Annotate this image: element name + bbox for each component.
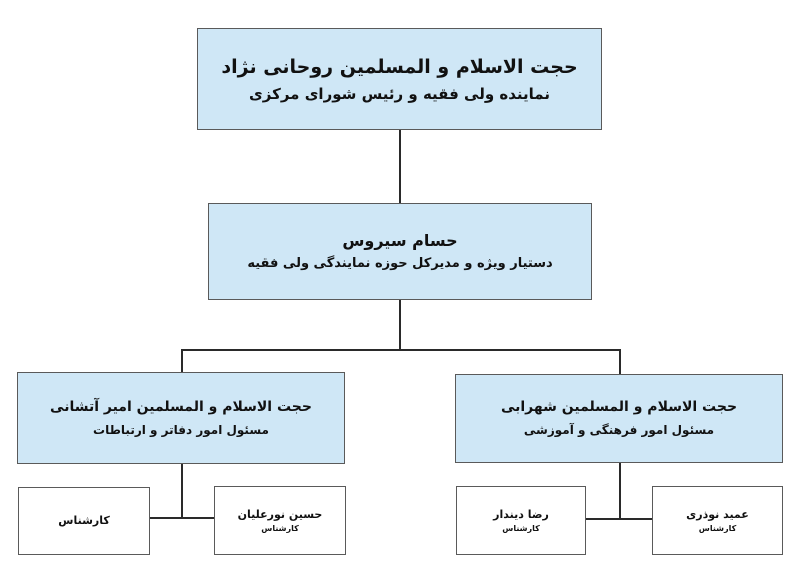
connector-left-drop [181, 349, 183, 372]
connector-head-assistant [399, 130, 401, 203]
right-manager-title: مسئول امور فرهنگی و آموزشی [523, 423, 715, 438]
staff-left-near-name: حسین نورعلیان [237, 507, 323, 521]
assistant-name: حسام سیروس [342, 231, 458, 251]
connector-assistant-split [399, 300, 401, 350]
staff-box-right-near [456, 486, 586, 555]
assistant-box [208, 203, 592, 300]
staff-right-near-name: رضا دیندار [493, 507, 549, 521]
head-name: حجت الاسلام و المسلمین روحانی نژاد [221, 55, 578, 78]
left-manager-box [17, 372, 345, 464]
head-box [197, 28, 602, 130]
staff-right-far-name: عمید نوذری [686, 507, 749, 521]
connector-horizontal-bar [181, 349, 621, 351]
connector-right-staff-bar [586, 518, 652, 520]
right-manager-box [455, 374, 783, 463]
staff-box-left-far [18, 487, 150, 555]
staff-right-near-title: کارشناس [502, 524, 540, 534]
left-manager-name: حجت الاسلام و المسلمین امیر آتشانی [50, 398, 312, 415]
right-manager-name: حجت الاسلام و المسلمین شهرابی [500, 399, 738, 416]
staff-box-left-near [214, 486, 346, 555]
staff-box-right-far [652, 486, 783, 555]
staff-left-near-title: کارشناس [261, 524, 299, 534]
connector-right-staff-stem [619, 463, 621, 519]
connector-left-staff-bar [150, 517, 214, 519]
assistant-title: دستیار ویژه و مدیرکل حوزه نمایندگی ولی فقیه [247, 255, 553, 271]
head-title: نماینده ولی فقیه و رئیس شورای مرکزی [249, 85, 550, 104]
connector-right-drop [619, 349, 621, 374]
connector-left-staff-stem [181, 464, 183, 518]
left-manager-title: مسئول امور دفاتر و ارتباطات [93, 422, 269, 437]
staff-right-far-title: کارشناس [698, 524, 737, 534]
staff-left-far-title: کارشناس [58, 513, 110, 527]
